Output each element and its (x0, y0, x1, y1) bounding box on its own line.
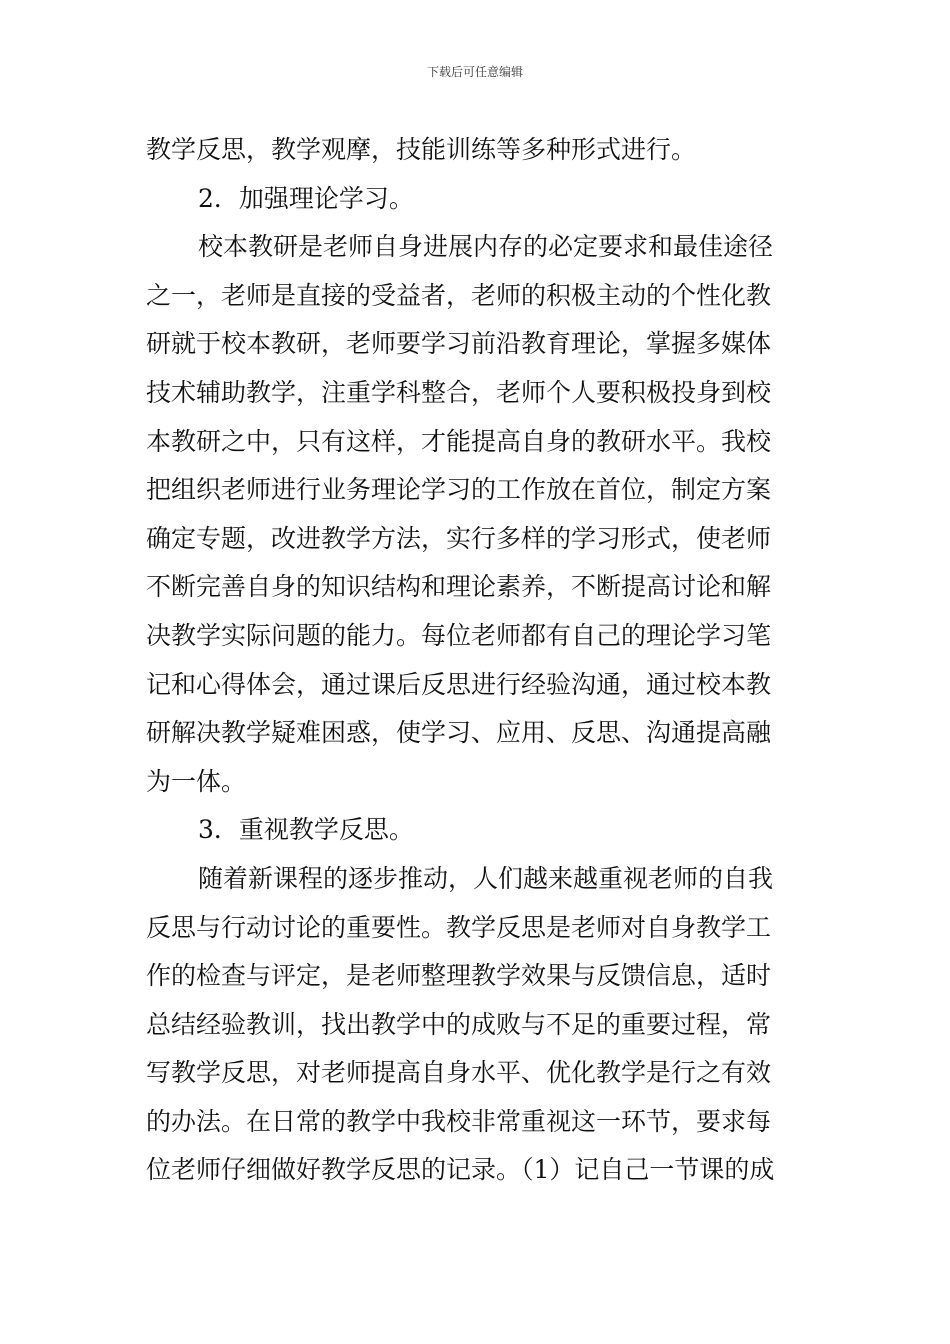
text-line: 总结经验教训，找出教学中的成败与不足的重要过程，常 (146, 1009, 772, 1039)
document-body (146, 126, 818, 1195)
text-line: 确定专题，改进教学方法，实行多样的学习形式，使老师 (146, 523, 772, 553)
text-line: 研解决教学疑难困惑，使学习、应用、反思、沟通提高融 (146, 718, 772, 748)
text-line: 反思与行动讨论的重要性。教学反思是老师对自身教学工 (146, 912, 772, 942)
section-heading: 2．加强理论学习。 (198, 183, 414, 213)
text-line: 本教研之中，只有这样，才能提高自身的教研水平。我校 (146, 426, 772, 456)
text-line: 位老师仔细做好教学反思的记录。（1）记自己一节课的成 (146, 1155, 775, 1185)
text-line: 记和心得体会，通过课后反思进行经验沟通，通过校本教 (146, 669, 772, 699)
text-line: 研就于校本教研，老师要学习前沿教育理论，掌握多媒体 (146, 329, 772, 359)
text-line: 技术辅助教学，注重学科整合，老师个人要积极投身到校 (146, 377, 772, 407)
text-line: 决教学实际问题的能力。每位老师都有自己的理论学习笔 (146, 620, 772, 650)
page-header: 下载后可任意编辑 (426, 65, 523, 79)
text-line: 之一，老师是直接的受益者，老师的积极主动的个性化教 (146, 280, 772, 310)
text-line: 的办法。在日常的教学中我校非常重视这一环节，要求每 (146, 1106, 772, 1136)
text-line: 为一体。 (146, 766, 247, 796)
text-line: 不断完善自身的知识结构和理论素养，不断提高讨论和解 (146, 572, 772, 602)
text-line: 随着新课程的逐步推动，人们越来越重视老师的自我 (198, 863, 774, 893)
text-line: 教学反思，教学观摩，技能训练等多种形式进行。 (146, 135, 697, 164)
text-line: 把组织老师进行业务理论学习的工作放在首位，制定方案 (146, 475, 772, 505)
text-line: 作的检查与评定，是老师整理教学效果与反馈信息，适时 (146, 961, 772, 991)
text-line: 写教学反思，对老师提高自身水平、优化教学是行之有效 (146, 1058, 772, 1088)
section-heading: 3．重视教学反思。 (198, 815, 414, 845)
text-line: 校本教研是老师自身进展内存的必定要求和最佳途径 (198, 232, 774, 262)
